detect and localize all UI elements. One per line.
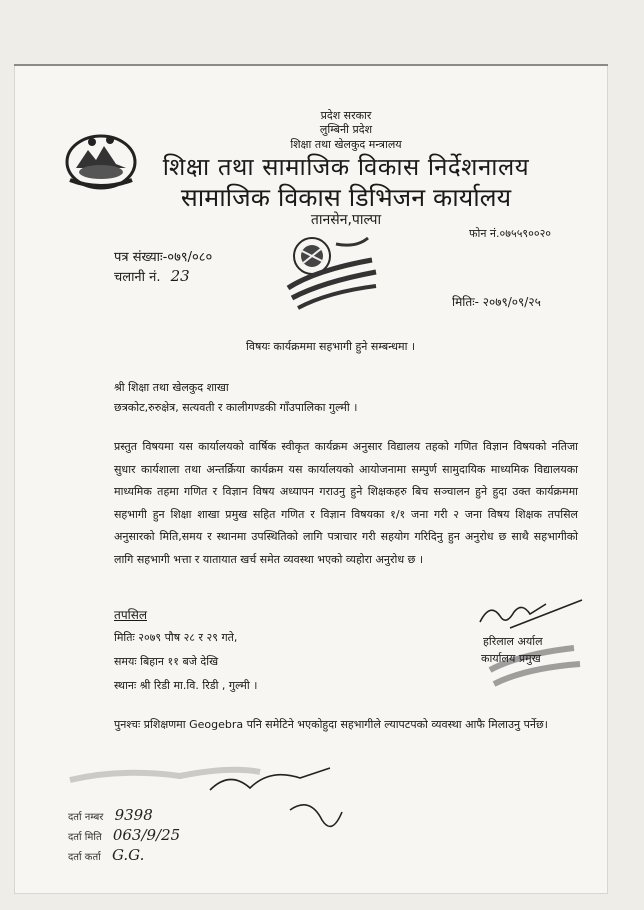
header-province-govt: प्रदेश सरकार — [320, 109, 372, 122]
registration-date — [68, 826, 180, 844]
recipient-office: श्री शिक्षा तथा खेलकुद शाखा — [114, 381, 229, 394]
schedule-time: समयः बिहान ११ बजे देखि — [114, 655, 219, 668]
registration-number-label: दर्ता नम्बर — [68, 812, 104, 823]
letter-subject: विषयः कार्यक्रममा सहभागी हुने सम्बन्धमा । — [246, 340, 416, 353]
registration-clerk — [68, 846, 144, 864]
registration-date-label: दर्ता मिति — [68, 832, 102, 843]
letter-date: मितिः- २०७९/०९/२५ — [452, 295, 541, 309]
schedule-title: तपसिल — [114, 608, 148, 622]
letter-body: प्रस्तुत विषयमा यस कार्यालयको वार्षिक स्वीकृत कार्यक्रम अनुसार विद्यालय तहको गणित विज्ञान विषयको नतिजा सुधार कार्यशाला तथा अन्तर्क्रिया कार्यक्रम यस कार्यालयको आयोजनामा सम्पुर्ण सामुदायिक माध्यमिक विद्यालयका माध्यमिक तहमा गणित र विज्ञान विषय अध्यापन गराउनु हुने शिक्षकहरु बिच सञ्चालन हुने हुदा उक्त कार्यक्रममा सहभागी हुन शिक्षा शाखा प्रमुख सहित गणित र विज्ञान विषयका १/१ जना गरी २ जना विषय शिक्षक तपसिल अनुसारको मिति,समय र स्थानमा उपस्थितिको लागि पत्राचार गरी सहयोग गरिदिनु हुन अनुरोध छ साथै सहभागीको लागि सहभागी भत्ता र यातायात खर्च समेत व्यवस्था भएको व्यहोरा अनुरोध छ । — [114, 440, 578, 566]
header-province-name: लुम्बिनी प्रदेश — [319, 123, 373, 136]
postscript: पुनश्चः प्रशिक्षणमा Geogebra पनि समेटिने भएकोहुदा सहभागीले ल्यापटपको व्यवस्था आफै मिलाउनु पर्नेछ। — [114, 718, 548, 731]
signatory-role: कार्यालय प्रमुख — [481, 652, 541, 665]
header-location: तानसेन,पाल्पा — [310, 212, 382, 228]
office-stamp-icon — [276, 230, 386, 320]
header-office-title: सामाजिक विकास डिभिजन कार्यालय — [180, 183, 512, 212]
registration-date-value: 063/9/25 — [112, 826, 181, 844]
recipient-address: छत्रकोट,रुरुक्षेत्र, सत्यवती र कालीगण्डकी गाँउपालिका गुल्मी । — [114, 401, 358, 414]
schedule-place: स्थानः श्री रिडी मा.वि. रिडी , गुल्मी । — [114, 679, 258, 692]
dispatch-number — [114, 267, 190, 285]
header-directorate: शिक्षा तथा सामाजिक विकास निर्देशनालय — [162, 153, 530, 181]
registration-number — [68, 806, 153, 824]
signatory-name: हरिलाल अर्याल — [483, 635, 543, 648]
dispatch-label: चलानी नं. — [114, 270, 161, 285]
registration-number-value: 9398 — [114, 806, 153, 824]
registration-clerk-label: दर्ता कर्ता — [68, 852, 101, 863]
header-ministry: शिक्षा तथा खेलकुद मन्त्रालय — [290, 138, 402, 151]
registration-clerk-value: G.G. — [111, 846, 145, 864]
dispatch-value: 23 — [170, 267, 190, 285]
schedule-date: मितिः २०७९ पौष २८ र २९ गते, — [114, 631, 238, 644]
reference-number: पत्र संख्याः-०७९/०८० — [114, 250, 213, 265]
page-top-border — [14, 64, 608, 66]
office-phone: फोन नं.०७५५९००२० — [469, 227, 552, 240]
